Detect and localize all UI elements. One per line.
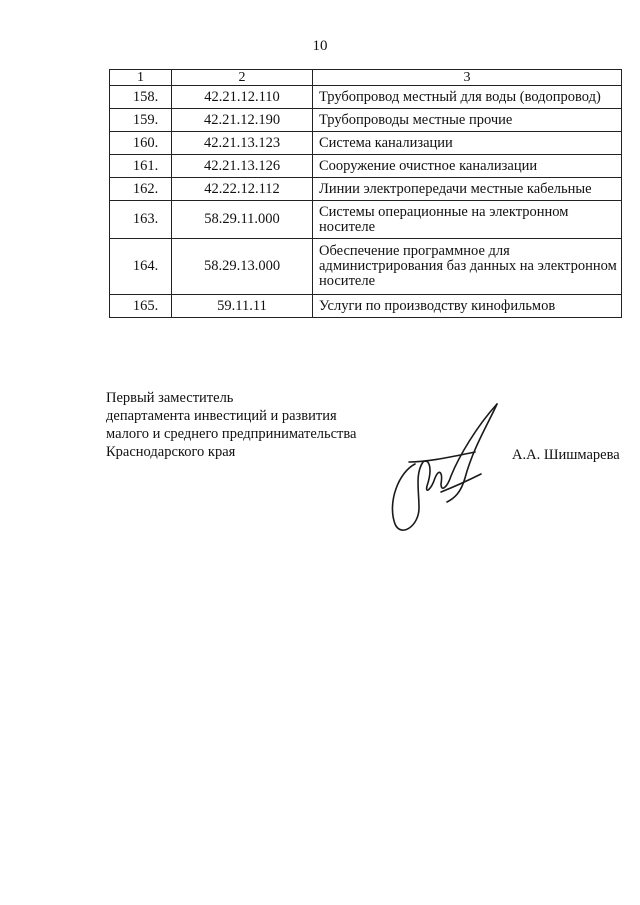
table-row	[110, 155, 622, 178]
row-number-cell: 165.	[110, 295, 172, 318]
table-row	[110, 201, 622, 239]
row-number-cell: 159.	[110, 109, 172, 132]
signer-position-line: Краснодарского края	[106, 444, 236, 460]
signer-position-line: малого и среднего предпринимательства	[106, 426, 357, 442]
column-header: 3	[313, 70, 622, 86]
row-number-cell: 160.	[110, 132, 172, 155]
signer-position	[106, 389, 356, 461]
item-name-cell: Системы операционные на электронном носителе	[313, 201, 622, 239]
handwritten-signature	[385, 398, 505, 538]
okpd-code-cell: 42.22.12.112	[172, 178, 313, 201]
column-header: 1	[110, 70, 172, 86]
table-row	[110, 178, 622, 201]
item-name-cell: Услуги по производству кинофильмов	[313, 295, 622, 318]
table-row	[110, 239, 622, 295]
table-header-row	[110, 70, 622, 86]
signer-name: А.А. Шишмарева	[512, 447, 620, 463]
okpd-code-cell: 42.21.13.126	[172, 155, 313, 178]
okpd-code-cell: 42.21.12.110	[172, 86, 313, 109]
row-number-cell: 163.	[110, 201, 172, 239]
column-header: 2	[172, 70, 313, 86]
table-row	[110, 295, 622, 318]
row-number-cell: 164.	[110, 239, 172, 295]
item-name-cell: Система канализации	[313, 132, 622, 155]
page-number: 10	[312, 38, 328, 54]
row-number-cell: 161.	[110, 155, 172, 178]
item-name-cell: Трубопроводы местные прочие	[313, 109, 622, 132]
signer-position-line: департамента инвестиций и развития	[106, 408, 337, 424]
table-row	[110, 109, 622, 132]
item-name-cell: Трубопровод местный для воды (водопровод)	[313, 86, 622, 109]
okpd-code-cell: 58.29.13.000	[172, 239, 313, 295]
okpd-code-cell: 42.21.12.190	[172, 109, 313, 132]
row-number-cell: 162.	[110, 178, 172, 201]
item-name-cell: Сооружение очистное канализации	[313, 155, 622, 178]
item-name-cell: Линии электропередачи местные кабельные	[313, 178, 622, 201]
okpd-code-cell: 59.11.11	[172, 295, 313, 318]
okpd-code-cell: 42.21.13.123	[172, 132, 313, 155]
table-row	[110, 86, 622, 109]
item-name-cell: Обеспечение программное для администрирования баз данных на электронном носителе	[313, 239, 622, 295]
signer-position-line: Первый заместитель	[106, 390, 234, 406]
okpd-code-cell: 58.29.11.000	[172, 201, 313, 239]
table-body	[110, 86, 622, 318]
codes-table	[109, 69, 622, 318]
row-number-cell: 158.	[110, 86, 172, 109]
table-row	[110, 132, 622, 155]
